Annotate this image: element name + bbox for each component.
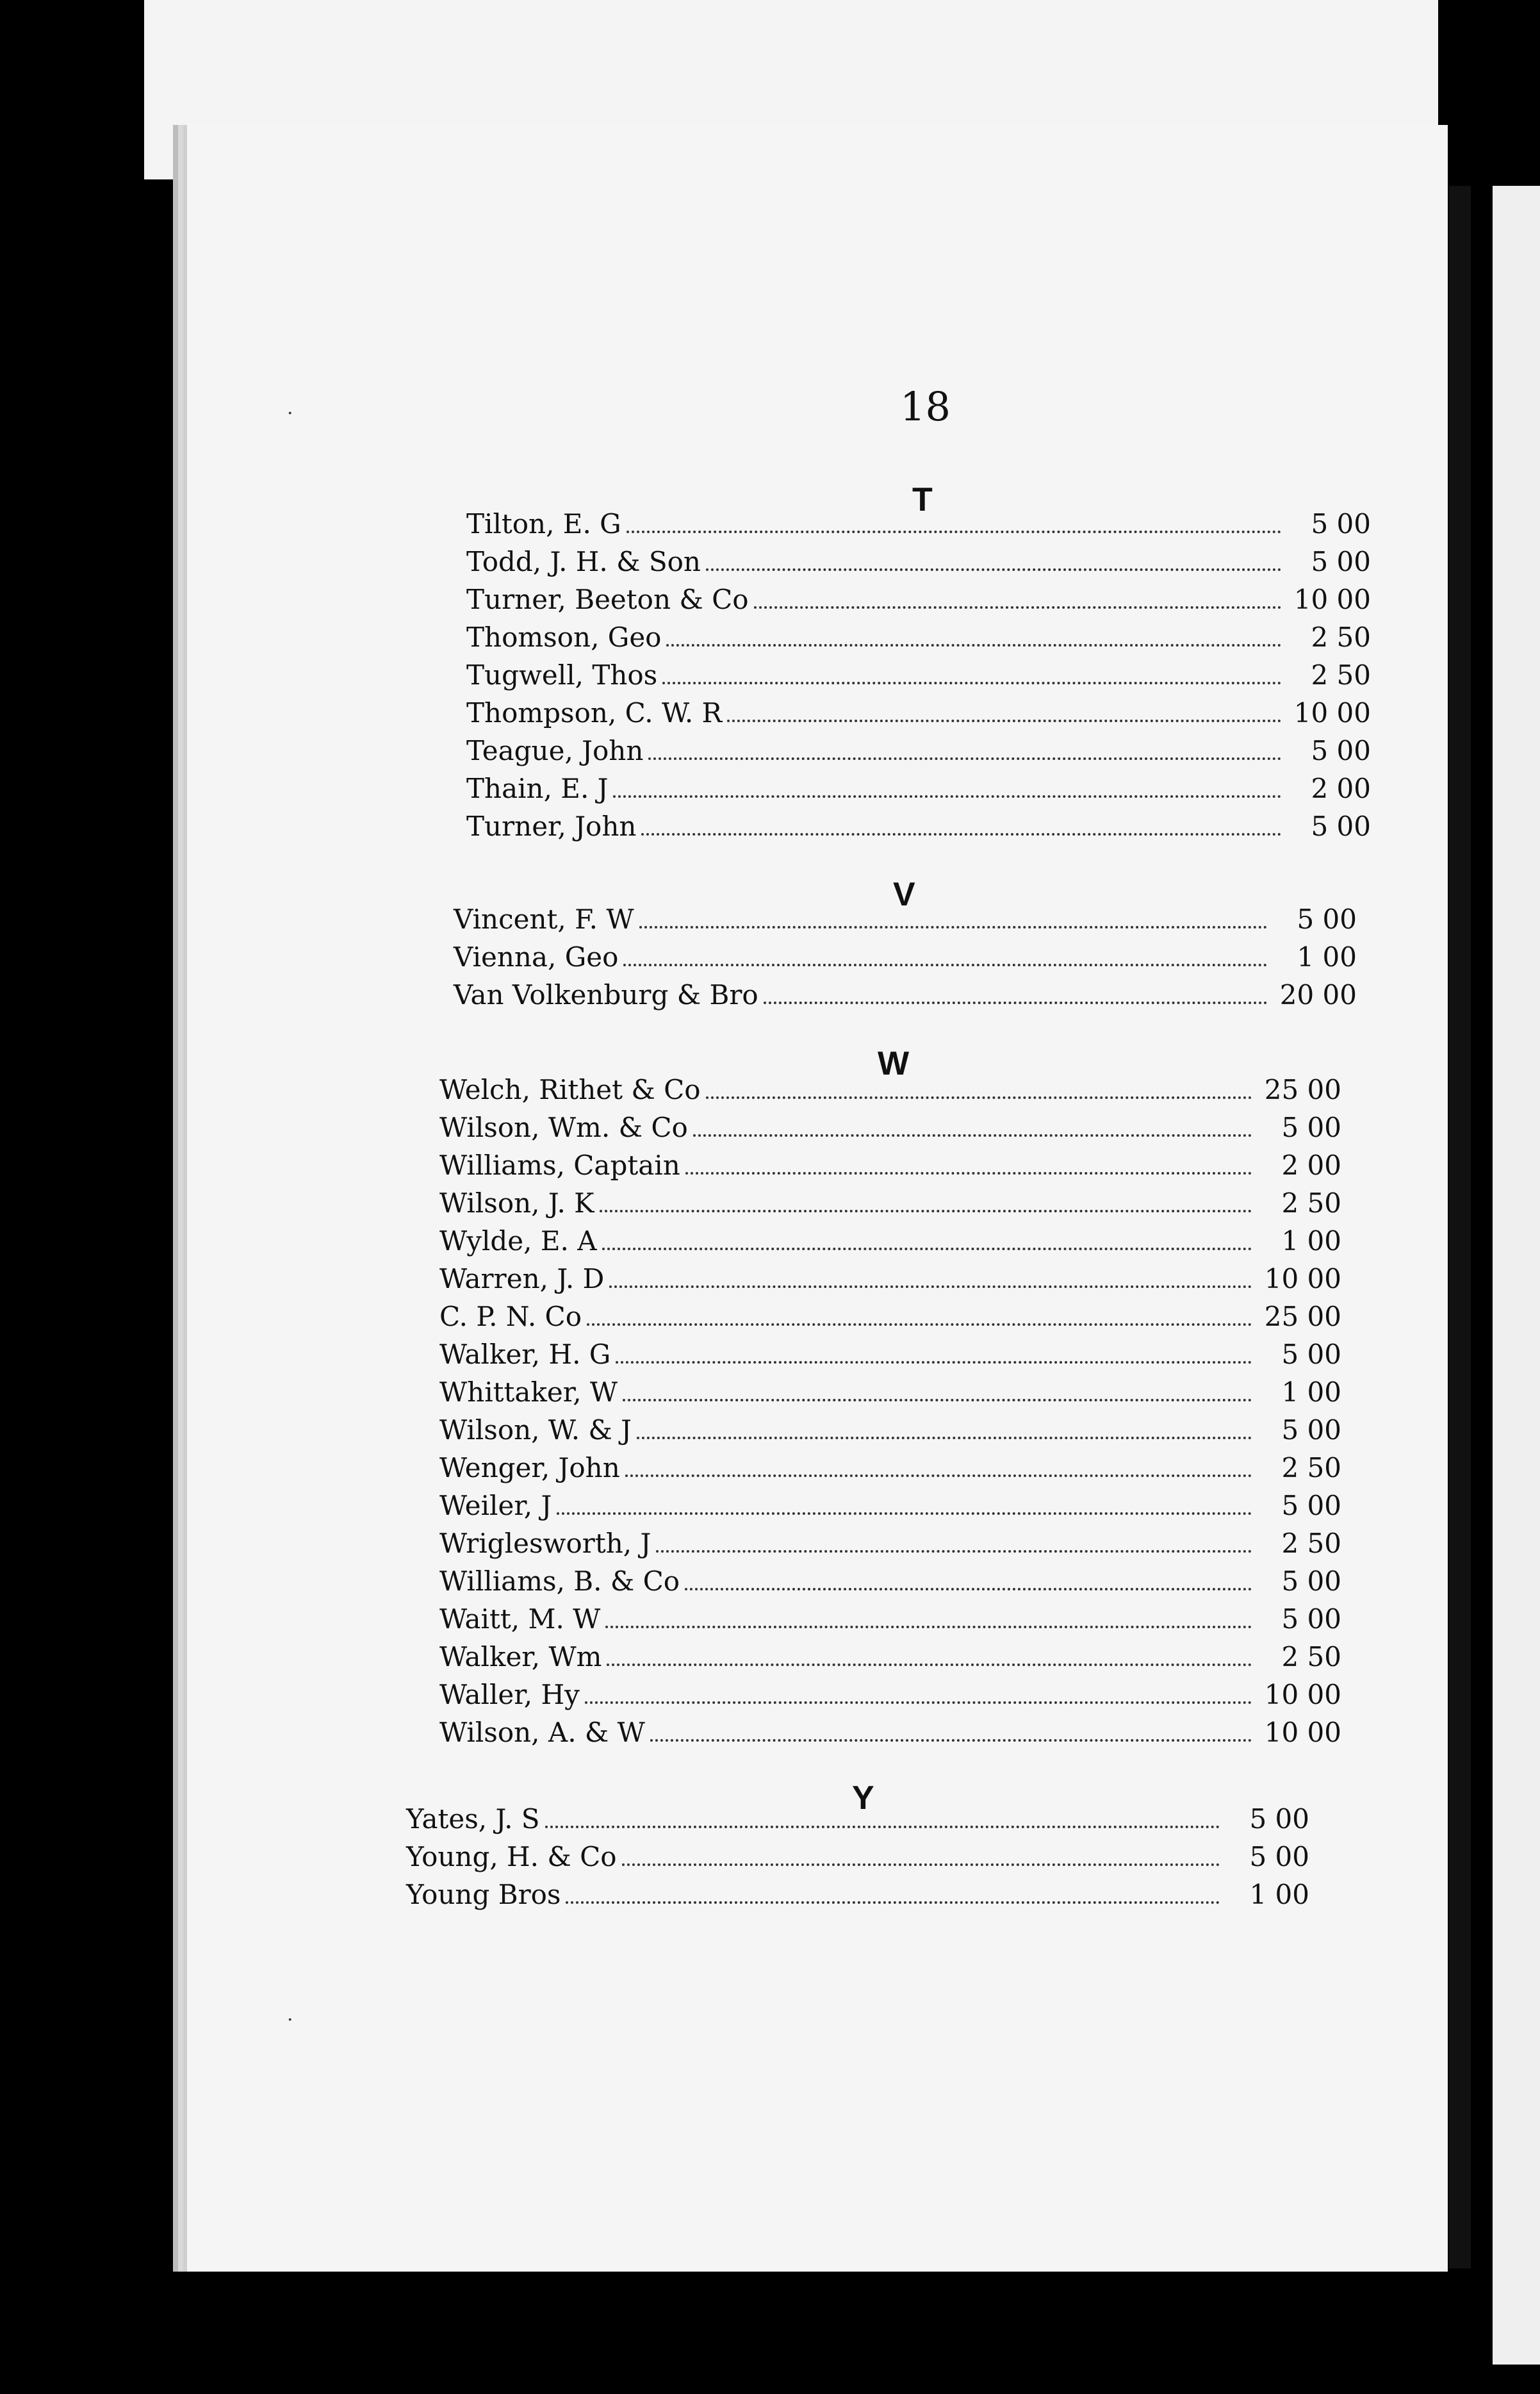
leader-dots: [545, 1826, 1220, 1828]
entry-name: Wylde, E. A: [439, 1225, 597, 1257]
section-heading-v: V: [893, 876, 915, 913]
list-item: [439, 1376, 1341, 1414]
leader-dots: [754, 606, 1281, 609]
entry-amount: 2 00: [1311, 773, 1371, 804]
entry-amount: 5 00: [1249, 1803, 1309, 1835]
entry-name: Williams, B. & Co: [439, 1565, 680, 1597]
leader-dots: [685, 1588, 1252, 1590]
entry-amount: 10 00: [1293, 697, 1371, 729]
entry-name: Todd, J. H. & Son: [466, 546, 701, 577]
entry-amount: 5 00: [1281, 1112, 1341, 1143]
entry-amount: 5 00: [1281, 1490, 1341, 1521]
entry-name: Vincent, F. W: [454, 904, 634, 935]
leader-dots: [662, 682, 1281, 684]
leader-dots: [641, 833, 1281, 836]
list-item: [439, 1263, 1341, 1301]
entry-name: Van Volkenburg & Bro: [454, 979, 758, 1011]
list-item: [439, 1339, 1341, 1376]
adjacent-page-strip: [1493, 186, 1540, 2365]
list-item: [439, 1603, 1341, 1641]
entry-name: Tilton, E. G: [466, 508, 621, 540]
entry-name: Walker, Wm: [439, 1641, 602, 1672]
entry-amount: 5 00: [1311, 546, 1371, 577]
list-item: [454, 904, 1357, 941]
entry-name: C. P. N. Co: [439, 1301, 582, 1332]
entry-name: Thomson, Geo: [466, 622, 662, 653]
leader-dots: [764, 1002, 1267, 1004]
leader-dots: [639, 926, 1267, 929]
entry-amount: 10 00: [1264, 1263, 1341, 1294]
list-item: [439, 1679, 1341, 1717]
leader-dots: [566, 1901, 1220, 1904]
list-item: [439, 1150, 1341, 1187]
entry-name: Wenger, John: [439, 1452, 620, 1483]
leader-dots: [585, 1701, 1252, 1704]
entry-amount: 5 00: [1311, 735, 1371, 766]
ink-speck: ·: [287, 402, 293, 425]
list-item: [466, 508, 1371, 546]
leader-dots: [602, 1248, 1252, 1250]
list-item: [466, 622, 1371, 659]
entry-amount: 5 00: [1311, 508, 1371, 540]
entry-amount: 2 50: [1281, 1641, 1341, 1672]
entry-name: Wriglesworth, J: [439, 1528, 651, 1559]
entry-name: Wilson, W. & J: [439, 1414, 632, 1446]
list-item: [439, 1717, 1341, 1754]
entry-amount: 1 00: [1281, 1376, 1341, 1408]
entry-name: Whittaker, W: [439, 1376, 618, 1408]
section-t-list: [466, 508, 1371, 848]
leader-dots: [557, 1512, 1252, 1515]
entry-amount: 2 50: [1311, 659, 1371, 691]
list-item: [439, 1565, 1341, 1603]
leader-dots: [727, 720, 1281, 722]
list-item: [466, 697, 1371, 735]
section-heading-y: Y: [852, 1779, 874, 1817]
list-item: [466, 735, 1371, 773]
list-item: [439, 1225, 1341, 1263]
entry-name: Thain, E. J: [466, 773, 609, 804]
entry-amount: 2 50: [1311, 622, 1371, 653]
page-number: 18: [900, 383, 951, 430]
entry-amount: 2 00: [1281, 1150, 1341, 1181]
page-shadow-edge: [1449, 186, 1471, 2268]
entry-amount: 25 00: [1264, 1301, 1341, 1332]
leader-dots: [623, 1399, 1252, 1401]
section-heading-w: W: [878, 1045, 910, 1082]
entry-amount: 2 50: [1281, 1187, 1341, 1219]
list-item: [439, 1301, 1341, 1339]
leader-dots: [613, 795, 1281, 798]
list-item: [439, 1528, 1341, 1565]
list-item: [466, 773, 1371, 811]
entry-amount: 10 00: [1264, 1717, 1341, 1748]
leader-dots: [623, 964, 1267, 966]
list-item: [466, 584, 1371, 622]
leader-dots: [706, 568, 1281, 571]
entry-amount: 5 00: [1281, 1565, 1341, 1597]
entry-name: Wilson, J. K: [439, 1187, 594, 1219]
leader-dots: [666, 644, 1281, 647]
list-item: [406, 1803, 1309, 1841]
entry-amount: 5 00: [1311, 811, 1371, 842]
entry-amount: 5 00: [1297, 904, 1357, 935]
entry-amount: 20 00: [1279, 979, 1357, 1011]
entry-name: Weiler, J: [439, 1490, 552, 1521]
list-item: [439, 1074, 1341, 1112]
entry-name: Teague, John: [466, 735, 644, 766]
leader-dots: [609, 1285, 1252, 1288]
entry-name: Wilson, A. & W: [439, 1717, 645, 1748]
list-item: [466, 546, 1371, 584]
entry-amount: 2 50: [1281, 1528, 1341, 1559]
entry-amount: 5 00: [1249, 1841, 1309, 1872]
list-item: [439, 1414, 1341, 1452]
list-item: [406, 1879, 1309, 1917]
entry-amount: 5 00: [1281, 1414, 1341, 1446]
section-heading-t: T: [912, 481, 933, 518]
ink-speck: ·: [287, 2009, 293, 2031]
leader-dots: [625, 1474, 1252, 1477]
section-w-list: [439, 1074, 1341, 1754]
entry-name: Warren, J. D: [439, 1263, 605, 1294]
entry-amount: 5 00: [1281, 1339, 1341, 1370]
entry-amount: 10 00: [1293, 584, 1371, 615]
leader-dots: [587, 1323, 1252, 1326]
entry-name: Williams, Captain: [439, 1150, 680, 1181]
entry-name: Wilson, Wm. & Co: [439, 1112, 688, 1143]
leader-dots: [605, 1626, 1252, 1628]
entry-amount: 1 00: [1297, 941, 1357, 973]
list-item: [454, 941, 1357, 979]
leader-dots: [600, 1210, 1252, 1212]
leader-dots: [650, 1739, 1252, 1742]
entry-amount: 5 00: [1281, 1603, 1341, 1635]
entry-name: Welch, Rithet & Co: [439, 1074, 701, 1105]
leader-dots: [693, 1134, 1252, 1137]
leader-dots: [627, 531, 1281, 533]
section-v-list: [454, 904, 1357, 1017]
entry-name: Young Bros: [406, 1879, 561, 1910]
entry-amount: 2 50: [1281, 1452, 1341, 1483]
leader-dots: [637, 1437, 1252, 1439]
entry-name: Turner, John: [466, 811, 637, 842]
list-item: [439, 1641, 1341, 1679]
entry-name: Yates, J. S: [406, 1803, 540, 1835]
list-item: [439, 1452, 1341, 1490]
leader-dots: [648, 757, 1281, 760]
entry-amount: 10 00: [1264, 1679, 1341, 1710]
list-item: [439, 1490, 1341, 1528]
list-item: [466, 659, 1371, 697]
leader-dots: [607, 1663, 1252, 1666]
leader-dots: [706, 1096, 1252, 1099]
list-item: [439, 1112, 1341, 1150]
section-y-list: [406, 1803, 1309, 1917]
list-item: [406, 1841, 1309, 1879]
entry-amount: 1 00: [1281, 1225, 1341, 1257]
entry-name: Thompson, C. W. R: [466, 697, 723, 729]
entry-name: Vienna, Geo: [454, 941, 619, 973]
leader-dots: [656, 1550, 1252, 1553]
entry-amount: 1 00: [1249, 1879, 1309, 1910]
entry-name: Waitt, M. W: [439, 1603, 601, 1635]
list-item: [454, 979, 1357, 1017]
entry-name: Walker, H. G: [439, 1339, 611, 1370]
list-item: [466, 811, 1371, 848]
entry-name: Young, H. & Co: [406, 1841, 617, 1872]
leader-dots: [685, 1172, 1252, 1175]
entry-name: Waller, Hy: [439, 1679, 580, 1710]
leader-dots: [622, 1863, 1220, 1866]
leader-dots: [616, 1361, 1252, 1364]
entry-name: Tugwell, Thos: [466, 659, 658, 691]
list-item: [439, 1187, 1341, 1225]
entry-amount: 25 00: [1264, 1074, 1341, 1105]
entry-name: Turner, Beeton & Co: [466, 584, 749, 615]
